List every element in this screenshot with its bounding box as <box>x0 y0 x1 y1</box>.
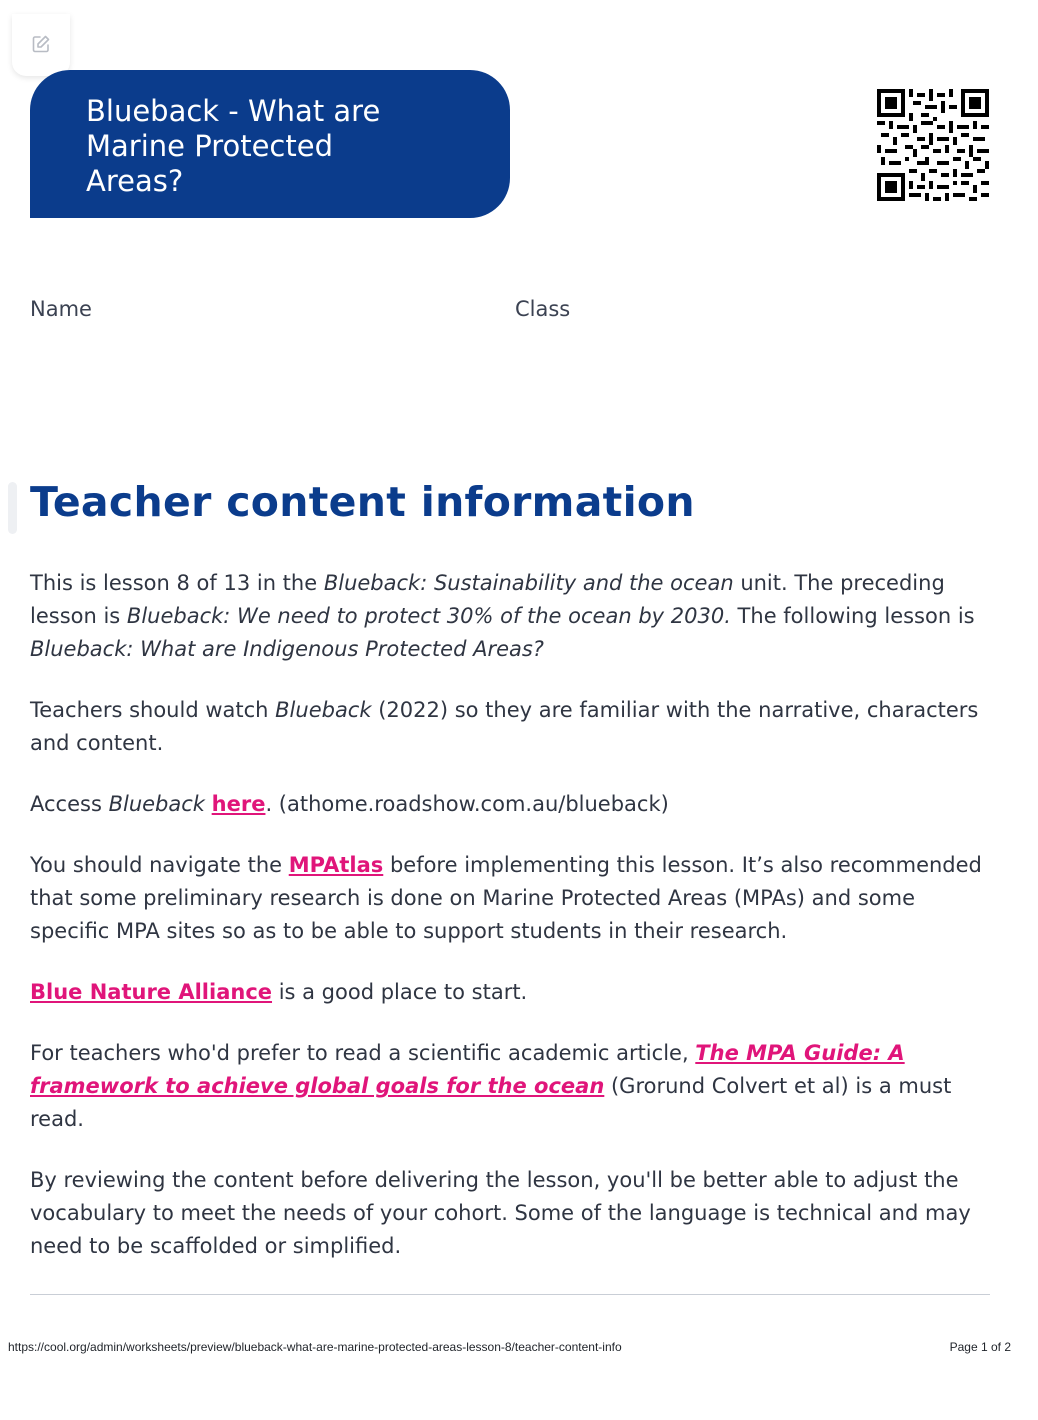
unit-title: Blueback: Sustainability and the ocean <box>323 571 734 595</box>
page-divider <box>30 1294 990 1295</box>
qr-code-icon <box>877 89 989 201</box>
section-heading: Teacher content information <box>30 478 695 526</box>
text-run: This is lesson 8 of 13 in the <box>30 571 324 595</box>
mpatlas-link[interactable]: MPAtlas <box>288 853 384 877</box>
vocabulary-paragraph <box>30 1164 995 1263</box>
text-run: is a good place to start. <box>272 980 528 1004</box>
text-run: (2022) so they are familiar with the narrative, characters and content. <box>30 698 979 755</box>
edit-button[interactable] <box>12 14 70 76</box>
text-run: unit. The preceding lesson is <box>30 571 945 628</box>
worksheet-title: Blueback - What are Marine Protected Areas? <box>86 94 381 198</box>
preceding-lesson-title: Blueback: We need to protect 30% of the ocean by 2030. <box>126 604 731 628</box>
following-lesson-title: Blueback: What are Indigenous Protected Areas? <box>30 637 544 661</box>
text-run <box>205 792 212 816</box>
text-run: You should navigate the <box>30 853 289 877</box>
here-link[interactable]: here <box>211 792 266 816</box>
film-title: Blueback <box>275 698 372 722</box>
footer-url: https://cool.org/admin/worksheets/preview/blueback-what-are-marine-protected-areas-lesson-8/teacher-content-info <box>8 1340 622 1354</box>
text-run: By reviewing the content before delivering the lesson, you'll be better able to adjust the vocabulary to meet the needs of your cohort. Some of the language is technical and may need to be scaffolded or simplified. <box>30 1168 971 1258</box>
mpa-guide-paragraph <box>30 1037 995 1136</box>
text-run: The following lesson is <box>730 604 975 628</box>
film-title: Blueback <box>108 792 205 816</box>
blue-nature-paragraph <box>30 976 995 1009</box>
access-film-paragraph <box>30 788 995 821</box>
edit-icon <box>31 34 51 54</box>
text-run: For teachers who'd prefer to read a scientific academic article, <box>30 1041 696 1065</box>
section-drag-handle[interactable] <box>8 482 17 534</box>
mpa-guide-link[interactable]: The MPA Guide: A framework to achieve global goals for the ocean <box>30 1041 905 1098</box>
worksheet-title-banner <box>30 70 510 218</box>
class-field-label: Class <box>515 297 571 321</box>
blue-nature-alliance-link[interactable]: Blue Nature Alliance <box>30 980 273 1004</box>
teacher-content-body <box>30 567 995 1291</box>
text-run: Access <box>30 792 109 816</box>
text-run: (Grorund Colvert et al) is a must read. <box>30 1074 952 1131</box>
lesson-sequence-paragraph <box>30 567 995 666</box>
name-field-label: Name <box>30 297 92 321</box>
text-run: . (athome.roadshow.com.au/blueback) <box>265 792 669 816</box>
watch-film-paragraph <box>30 694 995 760</box>
mpatlas-paragraph <box>30 849 995 948</box>
text-run: Teachers should watch <box>30 698 276 722</box>
page-number: Page 1 of 2 <box>949 1340 1011 1354</box>
text-run: before implementing this lesson. It’s also recommended that some preliminary research is done on Marine Protected Areas (MPAs) and some specific MPA sites so as to be able to support students in their research. <box>30 853 982 943</box>
